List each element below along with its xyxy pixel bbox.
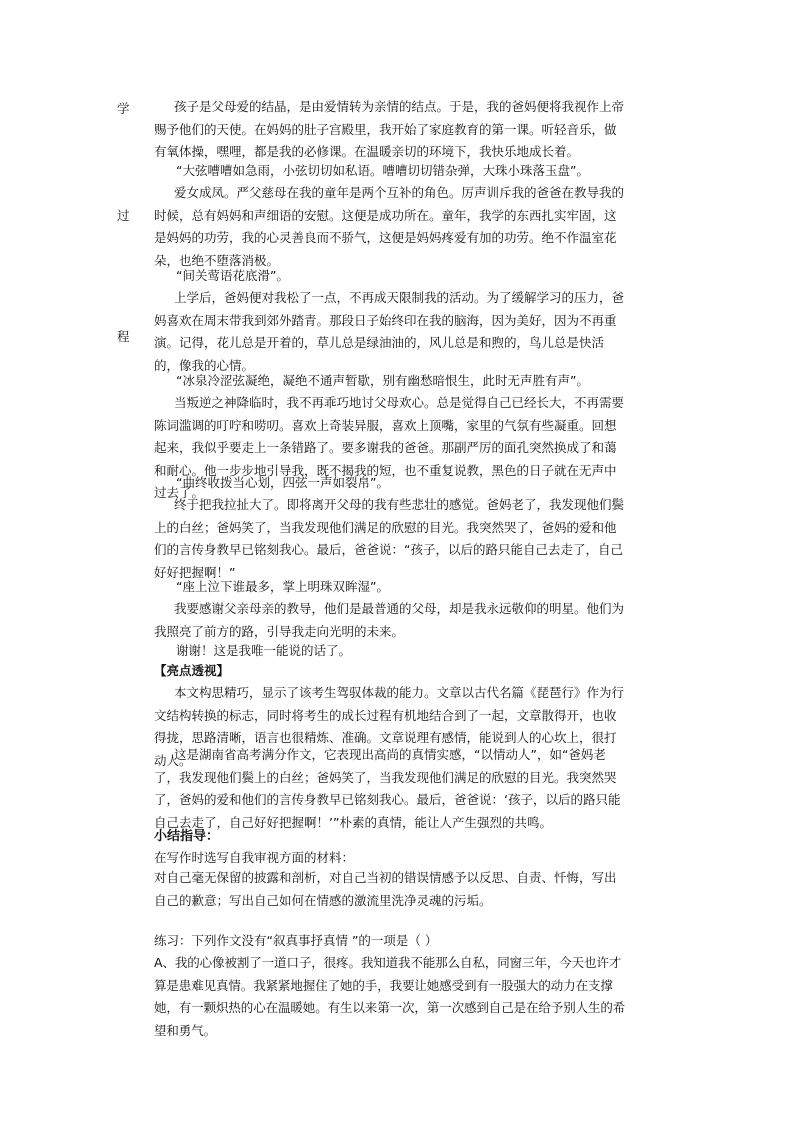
essay-quote: “曲终收拨当心划，四弦一声如裂帛”。 [176,475,389,490]
essay-quote: “大弦嘈嘈如急雨，小弦切切如私语。嘈嘈切切错杂弹，大珠小珠落玉盘”。 [176,163,589,178]
exercise-question: 练习：下列作文没有“叙真事抒真情 ”的一项是（ ） [154,933,438,948]
exercise-option-a: A、我的心像被割了一道口子，很疼。我知道我不能那么自私，同窗三年，今天也许才算是患难见真情。我紧紧地握住了她的手，我要让她感受到有一股强大的动力在支撑她，有一颗炽热的心在温暖她。有生以来第一次，第一次感到自己是在给予别人生的希望和勇气。 [154,955,626,1038]
essay-quote: “间关莺语花底滑”。 [176,268,289,283]
highlight-paragraph: 这是湖南省高考满分作文，它表现出高尚的真情实感，“以情动人”，如“爸妈老了，我发现他们鬓上的白丝；爸妈笑了，当我发现他们满足的欣慰的目光。我突然哭了，爸妈的爱和他们的言传身教早已铭刻我心。最后，爸爸说：‘孩子，以后的路只能自己去走了，自己好好把握啊！’”朴素的真情，能让人产生强烈的共鸣。 [154,747,621,830]
side-label-cheng: 程 [117,329,130,344]
essay-paragraph: 我要感谢父亲母亲的教导，他们是最普通的父母，却是我永远敬仰的明星。他们为我照亮了前方的路，引导我走向光明的未来。 [154,601,625,639]
essay-paragraph: 当叛逆之神降临时，我不再乖巧地讨父母欢心。总是觉得自己已经长大，不再需要陈词滥调的叮咛和唠叨。喜欢上奇装异服，喜欢上顶嘴，家里的气氛有些凝重。回想起来，我似乎要走上一条错路了。要多谢我的爸爸。那副严厉的面孔突然换成了和蔼和耐心。他一步步地引导我，既不揭我的短，也不重复说教，黑色的日子就在无声中过去了。 [154,395,625,500]
summary-line: 对自己毫无保留的披露和剖析，对自己当初的错误情感予以反思、自责、忏悔，写出自己的歉意；写出自己如何在情感的激流里洗净灵魂的污垢。 [154,870,617,908]
essay-paragraph: 爱女成凤。严父慈母在我的童年是两个互补的角色。厉声训斥我的爸爸在教导我的时候，总有妈妈和声细语的安慰。这便是成功所在。童年，我学的东西扎实牢固，这是妈妈的功劳，我的心灵善良而不骄气，这便是妈妈疼爱有加的功劳。绝不作温室花朵，也绝不堕落消极。 [154,185,625,268]
essay-paragraph: 孩子是父母爱的结晶，是由爱情转为亲情的结点。于是，我的爸妈便将我视作上帝赐予他们的天使。在妈妈的肚子宫殿里，我开始了家庭教育的第一课。听轻音乐，做有氧体操，嘿哩，都是我的必修课。在温暖亲切的环境下，我快乐地成长着。 [154,99,625,159]
highlight-paragraph: 本文构思精巧，显示了该考生驾驭体裁的能力。文章以古代名篇《琵琶行》作为行文结构转换的标志，同时将考生的成长过程有机地结合到了一起，文章散得开，也收得拢，思路清晰，语言也很精炼、准确。文章说理有感情，能说到人的心坎上，很打动人。 [154,685,625,768]
summary-line: 在写作时选写自我审视方面的材料： [154,850,355,865]
essay-quote: “冰泉冷涩弦凝绝，凝绝不通声暂歇，别有幽愁暗恨生，此时无声胜有声”。 [176,373,589,388]
essay-closing: 谢谢！这是我唯一能说的话了。 [176,643,352,658]
essay-paragraph: 上学后，爸妈便对我松了一点，不再成天限制我的活动。为了缓解学习的压力，爸妈喜欢在周末带我到郊外踏青。那段日子始终印在我的脑海，因为美好，因为不再重演。记得，花儿总是开着的，草儿总是绿油油的，风儿总是和煦的，鸟儿总是快活的，像我的心情。 [154,290,625,373]
side-label-guo: 过 [117,208,130,223]
summary-heading: 小结指导： [154,829,220,844]
side-label-xue: 学 [117,101,130,116]
highlight-heading: 【亮点透视】 [154,663,230,678]
essay-quote: “座上泣下谁最多，掌上明珠双眸湿”。 [176,579,389,594]
essay-paragraph: 终于把我拉扯大了。即将离开父母的我有些悲壮的感觉。爸妈老了，我发现他们鬓上的白丝；爸妈笑了，当我发现他们满足的欣慰的目光。我突然哭了，爸妈的爱和他们的言传身教早已铭刻我心。最后，爸爸说：“孩子，以后的路只能自己去走了，自己好好把握啊！” [154,497,625,580]
